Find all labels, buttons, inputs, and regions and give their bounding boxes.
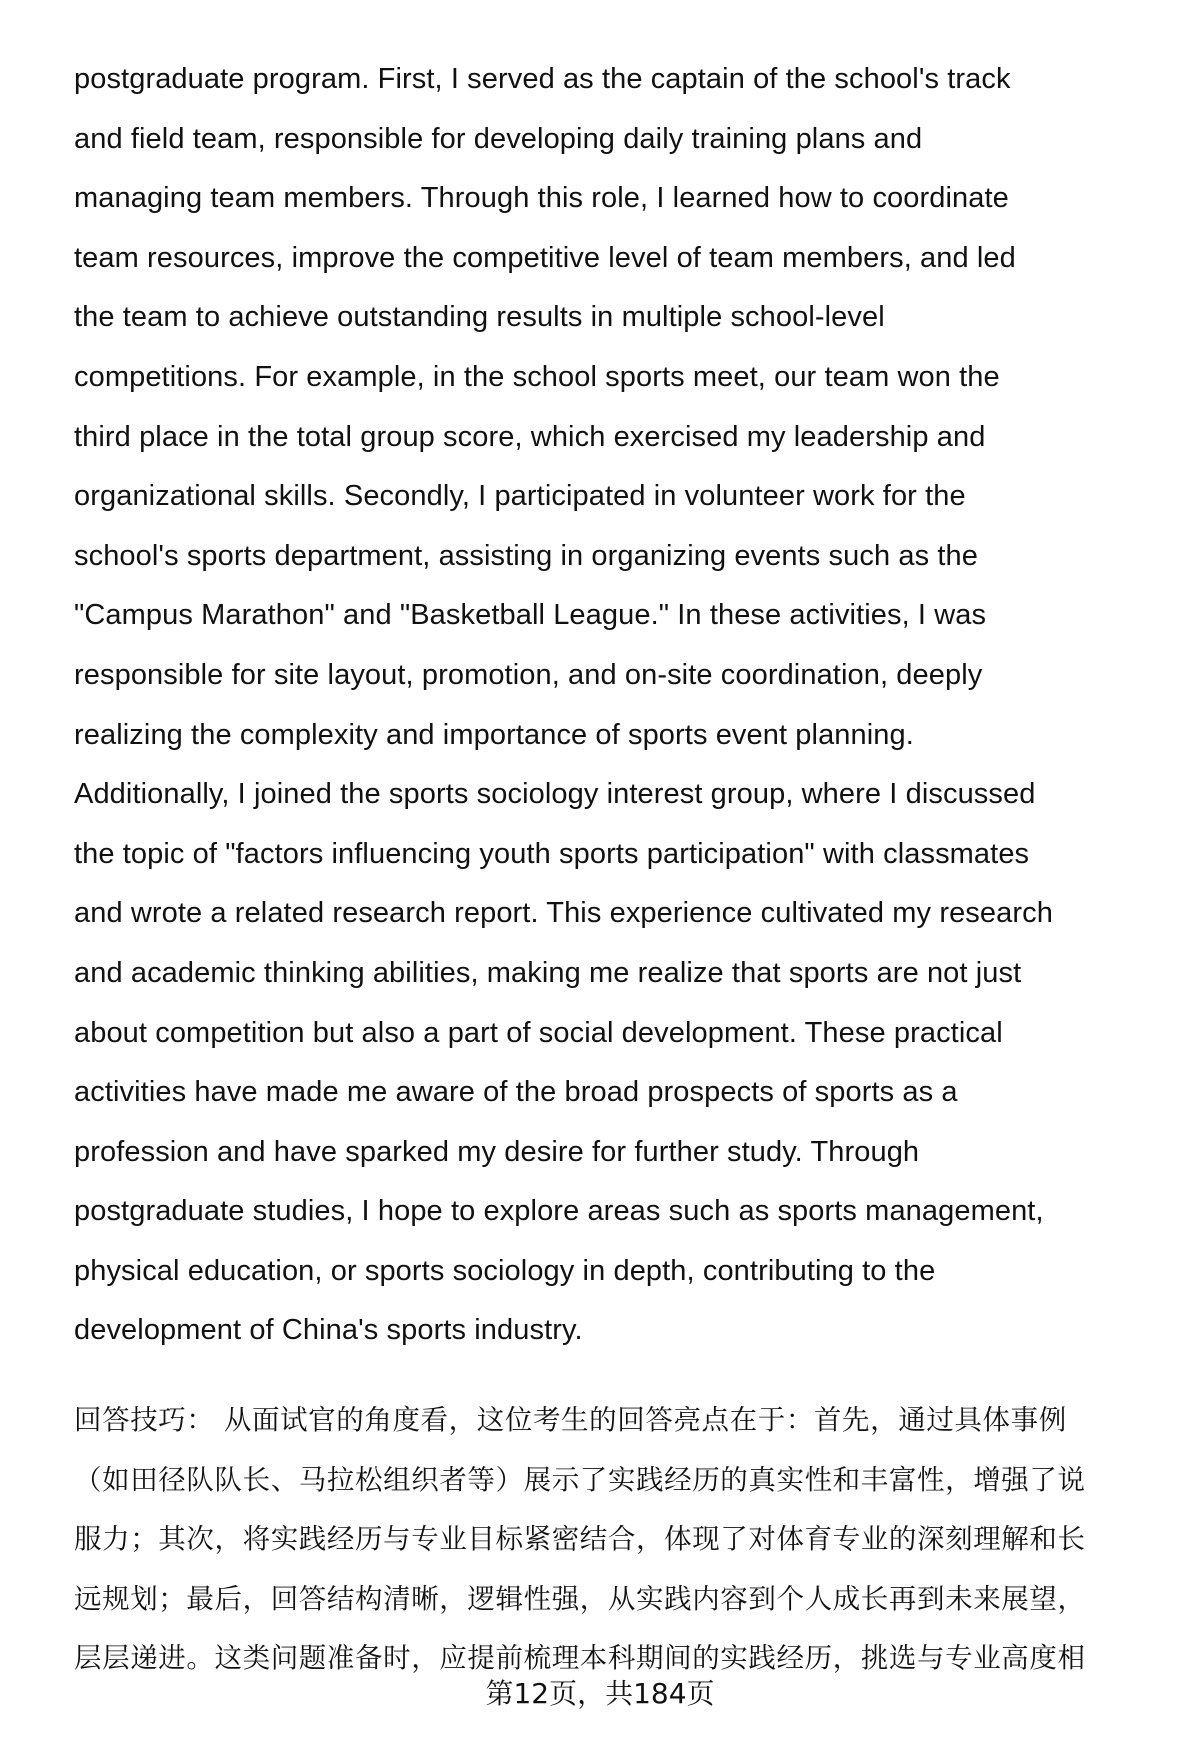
text-line: realizing the complexity and importance of sports event planning. — [74, 718, 914, 751]
text-line: organizational skills. Secondly, I participated in volunteer work for the — [74, 480, 966, 513]
text-line: and wrote a related research report. This experience cultivated my research — [74, 897, 1053, 930]
text-line: competitions. For example, in the school sports meet, our team won the — [74, 360, 1000, 393]
text-line: responsible for site layout, promotion, and on-site coordination, deeply — [74, 658, 983, 691]
page-number: 第12页，共184页 — [485, 1677, 715, 1710]
text-line: 层层递进。这类问题准备时，应提前梳理本科期间的实践经历，挑选与专业高度相 — [74, 1642, 1086, 1675]
text-line: the topic of "factors influencing youth sports participation" with classmates — [74, 837, 1030, 870]
text-line: 回答技巧： 从面试官的角度看，这位考生的回答亮点在于：首先，通过具体事例 — [74, 1404, 1067, 1436]
text-line: team resources, improve the competitive level of team members, and led — [74, 241, 1016, 274]
text-line: 远规划；最后，回答结构清晰，逻辑性强，从实践内容到个人成长再到未来展望， — [74, 1582, 1086, 1615]
text-line: （如田径队队长、马拉松组织者等）展示了实践经历的真实性和丰富性，增强了说 — [74, 1463, 1086, 1496]
text-line: physical education, or sports sociology in depth, contributing to the — [74, 1254, 936, 1287]
text-line: Additionally, I joined the sports sociology interest group, where I discussed — [74, 778, 1036, 811]
text-line: "Campus Marathon" and "Basketball League." In these activities, I was — [74, 599, 987, 632]
text-line: and academic thinking abilities, making me realize that sports are not just — [74, 956, 1022, 989]
text-line: managing team members. Through this role, I learned how to coordinate — [74, 182, 1009, 215]
text-line: school's sports department, assisting in organizing events such as the — [74, 539, 978, 572]
text-line: development of China's sports industry. — [74, 1314, 583, 1347]
text-line: 服力；其次，将实践经历与专业目标紧密结合，体现了对体育专业的深刻理解和长 — [74, 1523, 1086, 1556]
text-line: about competition but also a part of social development. These practical — [74, 1016, 1003, 1049]
text-line: postgraduate studies, I hope to explore areas such as sports management, — [74, 1195, 1044, 1228]
text-line: the team to achieve outstanding results in multiple school-level — [74, 301, 885, 334]
text-line: and field team, responsible for developing daily training plans and — [74, 122, 923, 155]
text-line: third place in the total group score, which exercised my leadership and — [74, 420, 986, 453]
text-line: profession and have sparked my desire for further study. Through — [74, 1135, 920, 1168]
answer-paragraph — [74, 50, 1154, 1361]
answer-tips-paragraph — [74, 1391, 1154, 1689]
text-line: activities have made me aware of the broad prospects of sports as a — [74, 1076, 958, 1109]
text-line: postgraduate program. First, I served as the captain of the school's track — [74, 63, 1011, 95]
